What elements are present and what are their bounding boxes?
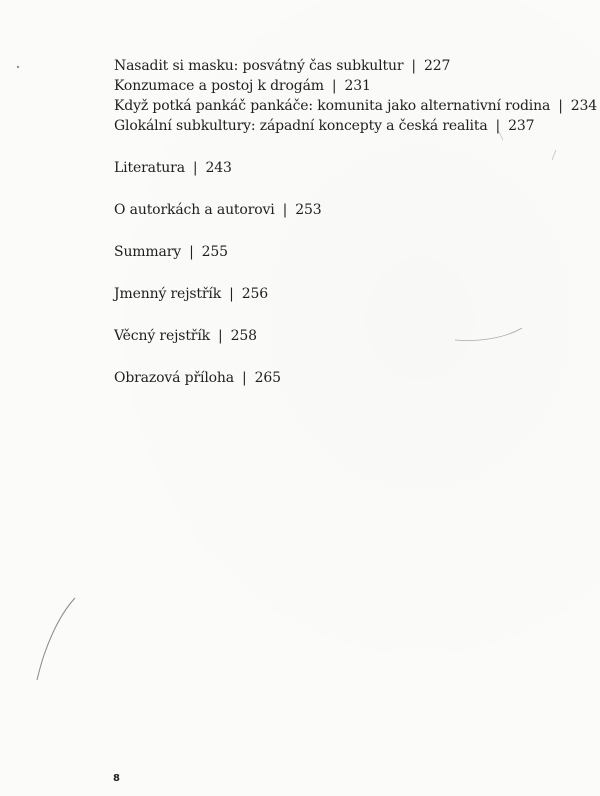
toc-entry-title: Literatura — [114, 160, 185, 176]
toc-entry-title: Summary — [114, 244, 182, 260]
toc-separator: | — [495, 118, 501, 134]
toc-entry[interactable] — [114, 116, 584, 136]
spacer — [114, 136, 584, 158]
toc-entry-title: Věcný rejstřík — [114, 328, 211, 344]
toc-entry-page: 227 — [423, 58, 451, 74]
toc-separator: | — [218, 328, 223, 344]
pencil-stroke-left — [37, 598, 75, 680]
spacer — [114, 346, 584, 368]
toc-separator: | — [282, 202, 288, 218]
toc-entry-title: Nasadit si masku: posvátný čas subkultur — [114, 58, 404, 74]
toc-entry[interactable] — [114, 56, 584, 76]
toc-entry-page: 265 — [254, 370, 281, 386]
toc-entry-page: 256 — [241, 286, 268, 302]
toc-entry[interactable] — [114, 368, 584, 388]
toc-entry-title: Jmenný rejstřík — [114, 286, 222, 302]
spacer — [114, 262, 584, 284]
toc-entry-title: Konzumace a postoj k drogám — [114, 78, 324, 94]
toc-entry-page: 253 — [295, 202, 322, 218]
table-of-contents — [114, 56, 598, 388]
spacer — [114, 178, 584, 200]
toc-entry-page: 243 — [205, 160, 232, 176]
toc-entry[interactable] — [114, 284, 584, 304]
toc-entry-page: 234 — [570, 98, 598, 114]
toc-entry-page: 255 — [201, 244, 228, 260]
toc-separator: | — [189, 244, 194, 260]
toc-entry-page: 237 — [508, 118, 535, 134]
toc-entry-page: 258 — [230, 328, 257, 344]
page-number: 8 — [113, 773, 120, 784]
toc-entry-title: Glokální subkultury: západní koncepty a česká realita — [114, 118, 488, 134]
toc-separator: | — [229, 286, 234, 302]
toc-entry-page: 231 — [344, 78, 371, 94]
toc-entry-title: Když potká pankáč pankáče: komunita jako alternativní rodina — [114, 98, 551, 114]
toc-separator: | — [411, 58, 416, 74]
toc-separator: | — [331, 78, 337, 94]
spacer — [114, 304, 584, 326]
toc-entry-title: Obrazová příloha — [114, 370, 234, 386]
toc-entry[interactable] — [114, 242, 584, 262]
toc-separator: | — [558, 98, 563, 114]
toc-entry[interactable] — [114, 158, 584, 178]
toc-entry[interactable] — [114, 200, 584, 220]
toc-entry[interactable] — [114, 326, 584, 346]
toc-separator: | — [242, 370, 247, 386]
toc-entry[interactable] — [114, 96, 598, 116]
toc-entry-title: O autorkách a autorovi — [114, 202, 275, 218]
dust-dot — [17, 66, 19, 68]
spacer — [114, 220, 584, 242]
toc-entry[interactable] — [114, 76, 584, 96]
toc-separator: | — [192, 160, 198, 176]
